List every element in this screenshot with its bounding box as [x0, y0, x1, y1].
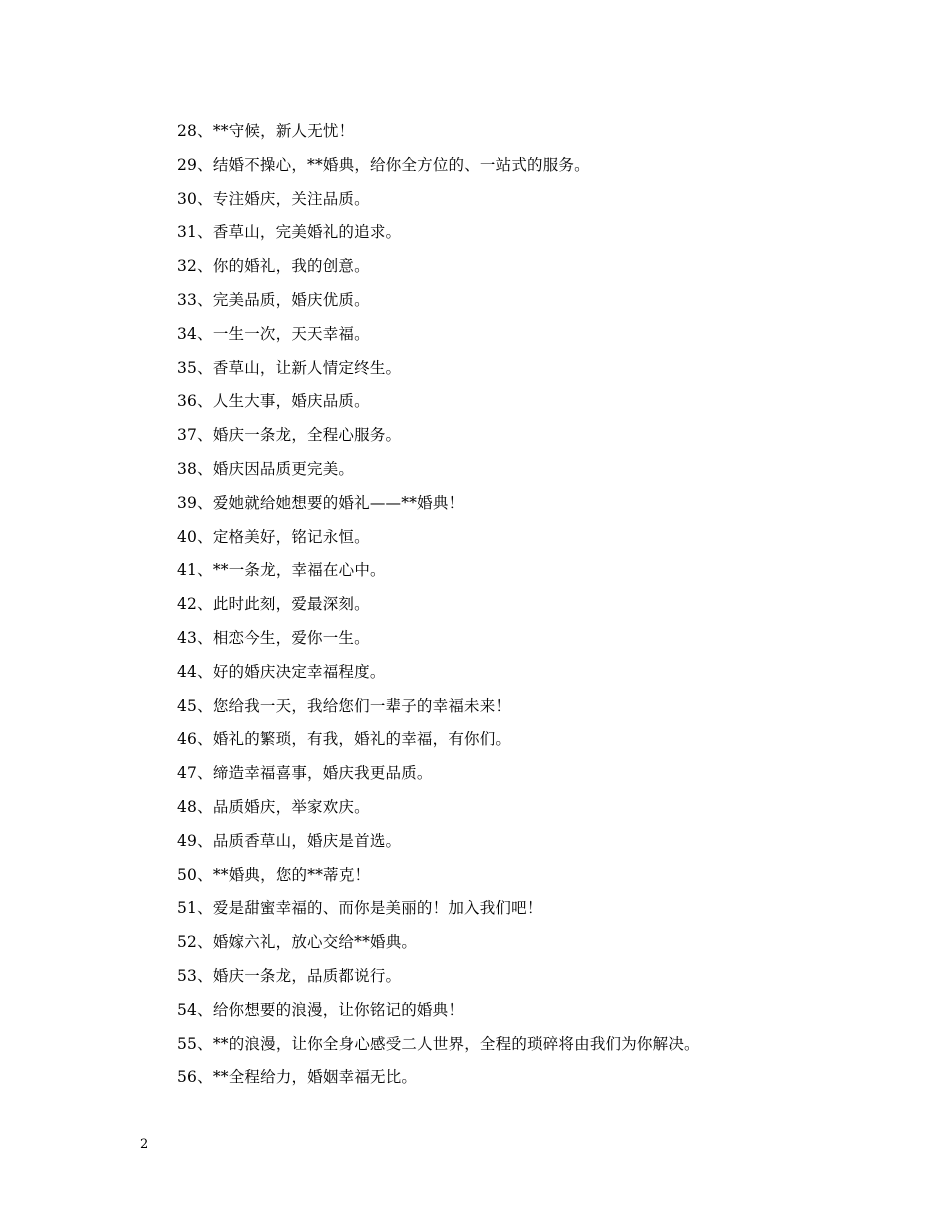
slogan-line: 35、香草山，让新人情定终生。 — [177, 358, 402, 377]
slogan-line: 44、好的婚庆决定幸福程度。 — [177, 662, 386, 681]
slogan-line: 31、香草山，完美婚礼的追求。 — [177, 223, 402, 242]
slogan-line: 37、婚庆一条龙，全程心服务。 — [177, 426, 402, 445]
slogan-line: 34、一生一次，天天幸福。 — [177, 324, 370, 343]
slogan-line: 46、婚礼的繁琐，有我，婚礼的幸福，有你们。 — [177, 730, 512, 749]
slogan-line: 33、完美品质，婚庆优质。 — [177, 290, 370, 309]
slogan-line: 56、**全程给力，婚姻幸福无比。 — [177, 1068, 418, 1087]
slogan-line: 43、相恋今生，爱你一生。 — [177, 628, 370, 647]
slogan-line: 50、**婚典，您的**蒂克！ — [177, 865, 371, 884]
slogan-line: 45、您给我一天，我给您们一辈子的幸福未来！ — [177, 696, 512, 715]
slogan-line: 55、**的浪漫，让你全身心感受二人世界，全程的琐碎将由我们为你解决。 — [177, 1034, 700, 1053]
slogan-line: 49、品质香草山，婚庆是首选。 — [177, 831, 402, 850]
slogan-list — [177, 119, 700, 1099]
slogan-line: 51、爱是甜蜜幸福的、而你是美丽的！加入我们吧！ — [177, 899, 543, 918]
slogan-line: 40、定格美好，铭记永恒。 — [177, 527, 370, 546]
slogan-line: 39、爱她就给她想要的婚礼——**婚典！ — [177, 493, 465, 512]
slogan-line: 54、给你想要的浪漫，让你铭记的婚典！ — [177, 1000, 465, 1019]
slogan-line: 38、婚庆因品质更完美。 — [177, 459, 355, 478]
slogan-line: 28、**守候，新人无忧！ — [177, 122, 355, 140]
slogan-line: 42、此时此刻，爱最深刻。 — [177, 595, 370, 614]
slogan-line: 32、你的婚礼，我的创意。 — [177, 257, 370, 276]
slogan-line: 29、结婚不操心，**婚典，给你全方位的、一站式的服务。 — [177, 155, 590, 174]
slogan-line: 48、品质婚庆，举家欢庆。 — [177, 797, 370, 816]
slogan-line: 47、缔造幸福喜事，婚庆我更品质。 — [177, 764, 433, 783]
slogan-line: 53、婚庆一条龙，品质都说行。 — [177, 966, 402, 985]
slogan-line: 36、人生大事，婚庆品质。 — [177, 392, 370, 411]
slogan-line: 41、**一条龙，幸福在心中。 — [177, 561, 386, 580]
slogan-line: 30、专注婚庆，关注品质。 — [177, 189, 370, 208]
slogan-line: 52、婚嫁六礼，放心交给**婚典。 — [177, 933, 418, 952]
page-number: 2 — [140, 1137, 149, 1152]
